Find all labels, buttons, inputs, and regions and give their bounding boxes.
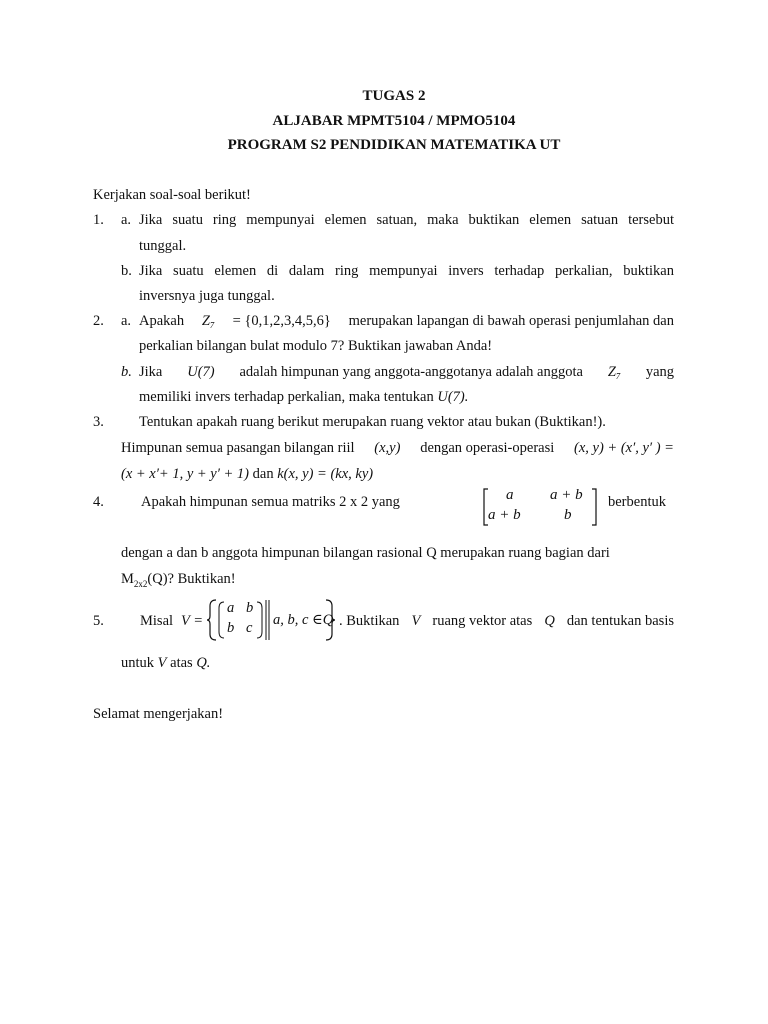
q1a-label: a.	[121, 212, 132, 228]
q3-line3: (x + x′+ 1, y + y′ + 1) dan k(x, y) = (kx, ky)	[121, 466, 374, 482]
q5-line1-rest: . Buktikan V ruang vektor atas Q dan tentukan basis	[339, 613, 674, 629]
closing-text: Selamat mengerjakan!	[93, 706, 224, 722]
q1b-line2: inversnya juga tunggal.	[139, 288, 275, 304]
q5-m12: b	[246, 600, 254, 616]
title-line-3: PROGRAM S2 PENDIDIKAN MATEMATIKA UT	[227, 137, 561, 153]
q2-number: 2.	[93, 313, 104, 329]
q4-number: 4.	[93, 494, 104, 510]
title-line-1: TUGAS 2	[362, 88, 426, 104]
q5-m21: b	[227, 620, 235, 636]
q2a-line1: Apakah Z₇ = {0,1,2,3,4,5,6} merupakan lapangan di bawah operasi penjumlahan dan	[139, 313, 674, 329]
u7-symbol: U(7)	[187, 364, 215, 380]
z7-symbol-2: Z₇	[607, 364, 621, 380]
q5-number: 5.	[93, 613, 104, 629]
q3-number: 3.	[93, 414, 104, 430]
q1-number: 1.	[93, 212, 104, 228]
intro-text: Kerjakan soal-soal berikut!	[93, 187, 251, 203]
q5-m22: c	[246, 620, 253, 636]
q4-line3: $M_{2x2}(Q)$? Buktikan!	[121, 571, 236, 589]
q1a-line1: Jika suatu ring mempunyai elemen satuan, maka buktikan elemen satuan tersebut	[139, 212, 674, 228]
q4-line1: Apakah himpunan semua matriks 2 x 2 yang	[141, 494, 400, 510]
q5-m11: a	[227, 600, 235, 616]
q1b-label: b.	[121, 263, 132, 279]
q5-condition: a, b, c ∈Q	[273, 612, 334, 628]
q2b-line1: Jika U(7) adalah himpunan yang anggota-anggotanya adalah anggota Z₇ yang	[139, 364, 674, 380]
q4-m11: a	[506, 487, 514, 503]
q4-m21: a + b	[488, 507, 521, 523]
q3-line2: Himpunan semua pasangan bilangan riil (x,y) dengan operasi-operasi (x, y) + (x′, y′ ) =	[121, 440, 674, 456]
q5-set-builder	[207, 598, 339, 642]
title-line-2: ALJABAR MPMT5104 / MPMO5104	[272, 113, 516, 129]
q4-line2: dengan a dan b anggota himpunan bilangan rasional Q merupakan ruang bagian dari	[121, 545, 610, 561]
q2b-label: b.	[121, 364, 132, 380]
q1b-line1: Jika suatu elemen di dalam ring mempunyai invers terhadap perkalian, buktikan	[139, 263, 674, 279]
q4-suffix: berbentuk	[608, 494, 666, 510]
q5-misal: Misal	[140, 613, 174, 629]
q2a-line2: perkalian bilangan bulat modulo 7? Buktikan jawaban Anda!	[139, 338, 493, 354]
q2b-line2: memiliki invers terhadap perkalian, maka tentukan U(7).	[139, 389, 469, 405]
q2a-label: a.	[121, 313, 132, 329]
q4-m12: a + b	[550, 487, 583, 503]
q4-matrix	[482, 486, 598, 528]
z7-symbol: Z₇	[201, 313, 215, 329]
q5-line2: untuk V atas Q.	[121, 655, 211, 671]
q3-line1: Tentukan apakah ruang berikut merupakan ruang vektor atau bukan (Buktikan!).	[139, 414, 606, 430]
q5-v-eq: V =	[181, 613, 204, 629]
q1a-line2: tunggal.	[139, 238, 187, 254]
q4-m22: b	[564, 507, 572, 523]
